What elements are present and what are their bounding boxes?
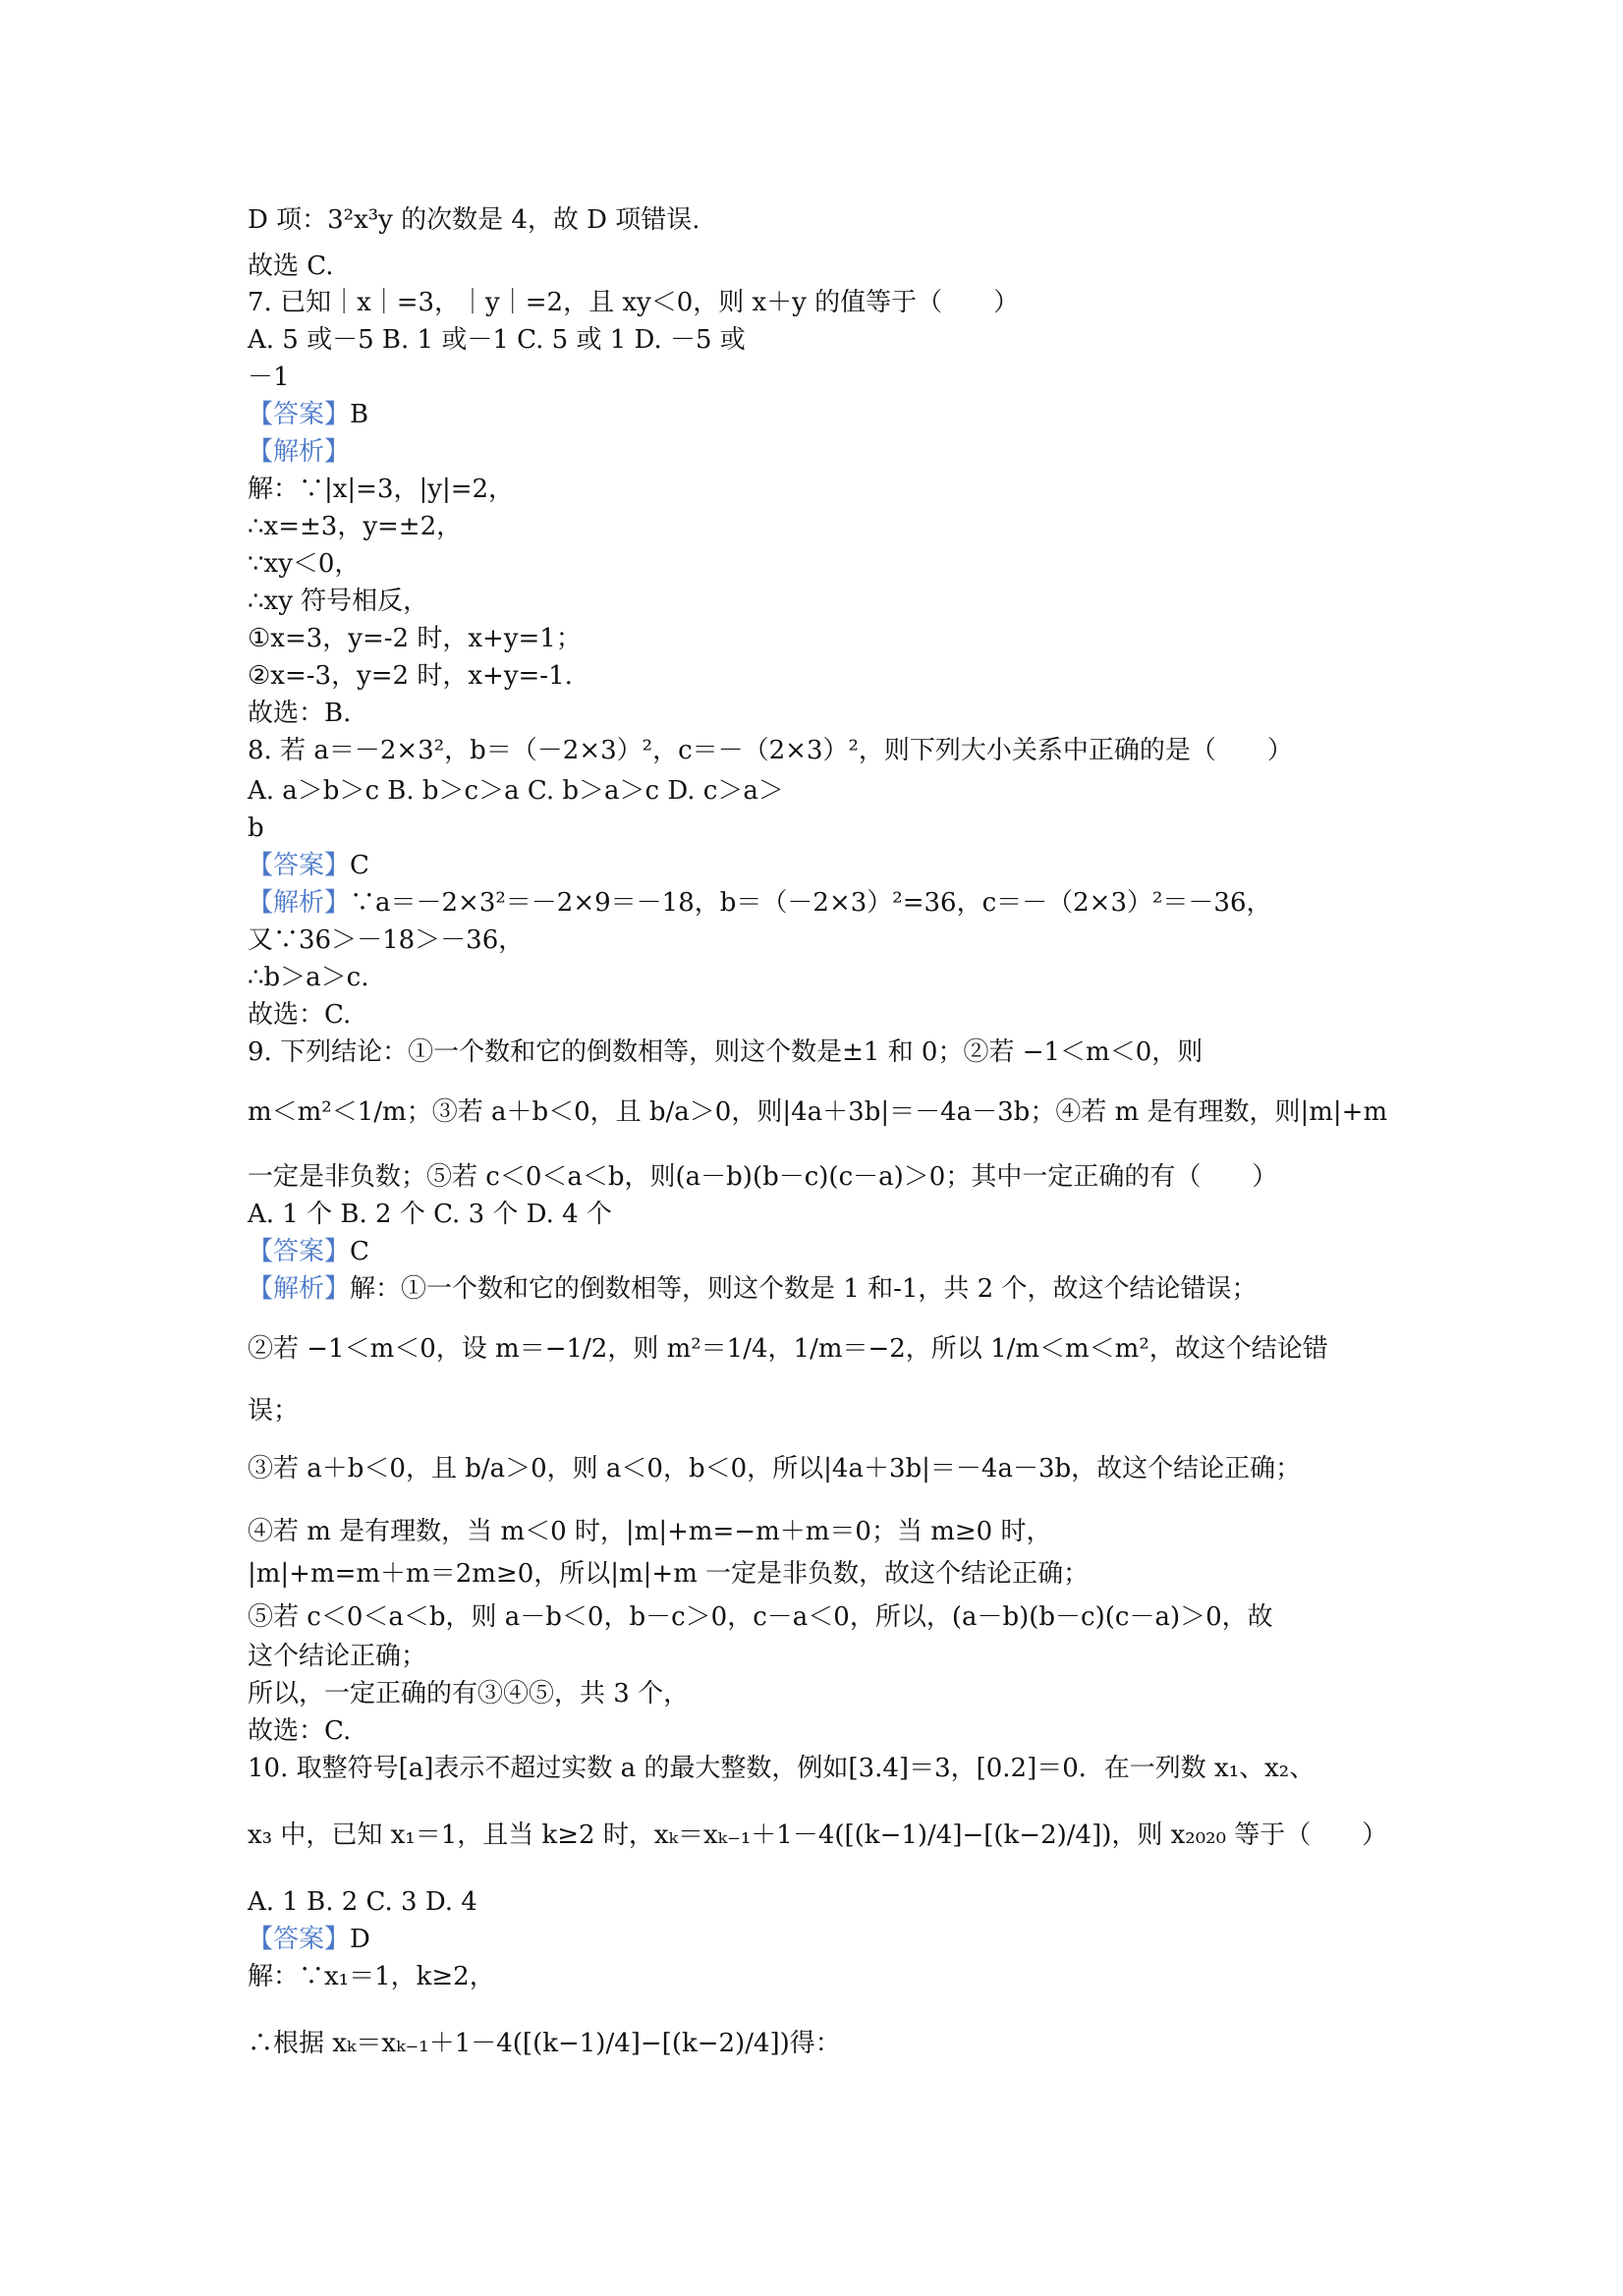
text-line [248,658,573,694]
text-line [248,1713,351,1749]
line-text: ∵a＝－2×3²＝－2×9＝－18，b＝（－2×3）²=36，c＝－（2×3）²＝－36， [350,888,1272,918]
text-line [248,472,514,507]
section-tag: 【答案】 [248,400,351,429]
line-text: A. 1 个 B. 2 个 C. 3 个 D. 4 个 [248,1200,612,1229]
line-text: 7. 已知｜x｜=3，｜y｜=2，且 xy＜0，则 x＋y 的值等于（ ） [248,288,1020,317]
line-text: ∴xy 符号相反， [248,587,429,616]
text-line [248,811,264,846]
line-text: ④若 m 是有理数，当 m＜0 时，|m|+m=−m＋m＝0；当 m≥0 时， [248,1517,1052,1546]
text-line [248,1073,1387,1151]
text-line [248,1676,689,1711]
section-tag: 【解析】 [248,1274,351,1304]
line-text: ∴根据 xₖ＝xₖ₋₁＋1－4([(k−1)/4]−[(k−2)/4])得： [248,2029,841,2058]
labeled-line [248,885,1272,921]
text-line [248,546,360,582]
line-text: ⑤若 c＜0＜a＜b，则 a－b＜0，b－c＞0，c－a＜0，所以，(a－b)(b－c)(c－a)＞0，故 [248,1602,1273,1632]
text-line [248,997,351,1033]
text-line [248,960,369,995]
line-text: ①x=3，y=-2 时，x+y=1； [248,624,582,653]
line-text: B [350,400,369,429]
line-text: 一定是非负数；⑤若 c＜0＜a＜b，则(a－b)(b－c)(c－a)＞0；其中一定正确的有（ ） [248,1162,1278,1192]
text-line [248,621,582,656]
line-text: 所以，一定正确的有③④⑤，共 3 个， [248,1679,690,1708]
line-text: ②若 −1＜m＜0，设 m＝−1/2，则 m²＝1/4，1/m＝−2，所以 1/m＜m＜m²，故这个结论错 [248,1334,1328,1364]
line-text: 8. 若 a＝－2×3²，b＝（－2×3）²，c＝－（2×3）²，则下列大小关系中正确的是（ ） [248,736,1293,765]
text-line [248,2004,841,2083]
line-text: x₃ 中，已知 x₁＝1，且当 k≥2 时，xₖ＝xₖ₋₁＋1－4([(k−1)/4]−[(k−2)/4])，则 x₂₀₂₀ 等于（ ） [248,1820,1388,1850]
text-line [248,1035,1203,1070]
line-text: －1 [248,363,290,392]
text-line [248,584,428,619]
text-line [248,322,746,358]
text-line [248,1959,495,1994]
labeled-line [248,1271,1258,1307]
line-text: 9. 下列结论：①一个数和它的倒数相等，则这个数是±1 和 0；②若 −1＜m＜0，则 [248,1037,1203,1067]
text-line [248,923,524,958]
section-tag: 【解析】 [248,437,351,467]
line-text: D [350,1925,370,1954]
line-text: ∵xy＜0， [248,549,361,579]
line-text: A. 5 或－5 B. 1 或－1 C. 5 或 1 D. －5 或 [248,325,746,355]
text-line [248,1751,1315,1786]
section-tag: 【答案】 [248,1925,351,1954]
text-line [248,733,1293,768]
text-line [248,773,784,809]
line-text: ∴x=±3，y=±2， [248,512,463,541]
section-tag: 【解析】 [248,888,351,918]
text-line [248,1197,612,1232]
labeled-line [248,1234,369,1269]
text-line [248,285,1019,320]
text-line [248,1556,1089,1592]
line-text: 又∵36＞－18＞－36， [248,925,525,955]
text-line [248,1599,1273,1635]
text-line [248,1514,1051,1549]
line-text: b [248,813,264,843]
text-line [248,1310,1328,1388]
line-text: D 项：3²x³y 的次数是 4，故 D 项错误. [248,205,700,235]
labeled-line [248,848,369,883]
line-text: 10. 取整符号[a]表示不超过实数 a 的最大整数，例如[3.4]＝3，[0.2]＝0．在一列数 x₁、x₂、 [248,1754,1315,1783]
labeled-line [248,434,350,470]
line-text: 故选：C. [248,1000,352,1030]
line-text: 故选：C. [248,1716,352,1746]
line-text: 故选：B. [248,699,352,728]
text-line [248,360,290,395]
line-text: ∴b＞a＞c. [248,963,369,992]
text-line [248,1429,1301,1508]
labeled-line [248,1922,370,1957]
text-line [248,202,700,238]
line-text: ③若 a＋b＜0，且 b/a＞0，则 a＜0，b＜0，所以|4a＋3b|＝－4a－3b，故这个结论正确； [248,1454,1302,1484]
line-text: 解：①一个数和它的倒数相等，则这个数是 1 和-1，共 2 个，故这个结论错误； [350,1274,1258,1304]
line-text: m＜m²＜1/m；③若 a＋b＜0，且 b/a＞0，则|4a＋3b|＝－4a－3b；④若 m 是有理数，则|m|+m [248,1097,1388,1127]
line-text: A. a＞b＞c B. b＞c＞a C. b＞a＞c D. c＞a＞ [248,776,784,806]
line-text: 解：∵x₁＝1，k≥2， [248,1962,495,1991]
text-line [248,1393,299,1428]
text-line [248,1159,1277,1195]
text-line [248,696,351,731]
line-text: C [350,851,369,880]
line-text: 解：∵|x|=3，|y|=2， [248,475,515,504]
line-text: A. 1 B. 2 C. 3 D. 4 [248,1887,477,1917]
text-line [248,249,334,284]
line-text: 误； [248,1396,300,1426]
line-text: |m|+m=m＋m＝2m≥0，所以|m|+m 一定是非负数，故这个结论正确； [248,1559,1090,1589]
text-line [248,509,462,544]
section-tag: 【答案】 [248,1237,351,1266]
text-line [248,1796,1387,1875]
line-text: 这个结论正确； [248,1642,427,1671]
section-tag: 【答案】 [248,851,351,880]
labeled-line [248,397,368,432]
line-text: 故选 C. [248,252,334,281]
text-line [248,1884,477,1920]
line-text: C [350,1237,369,1266]
line-text: ②x=-3，y=2 时，x+y=-1. [248,661,573,691]
text-line [248,1639,426,1674]
